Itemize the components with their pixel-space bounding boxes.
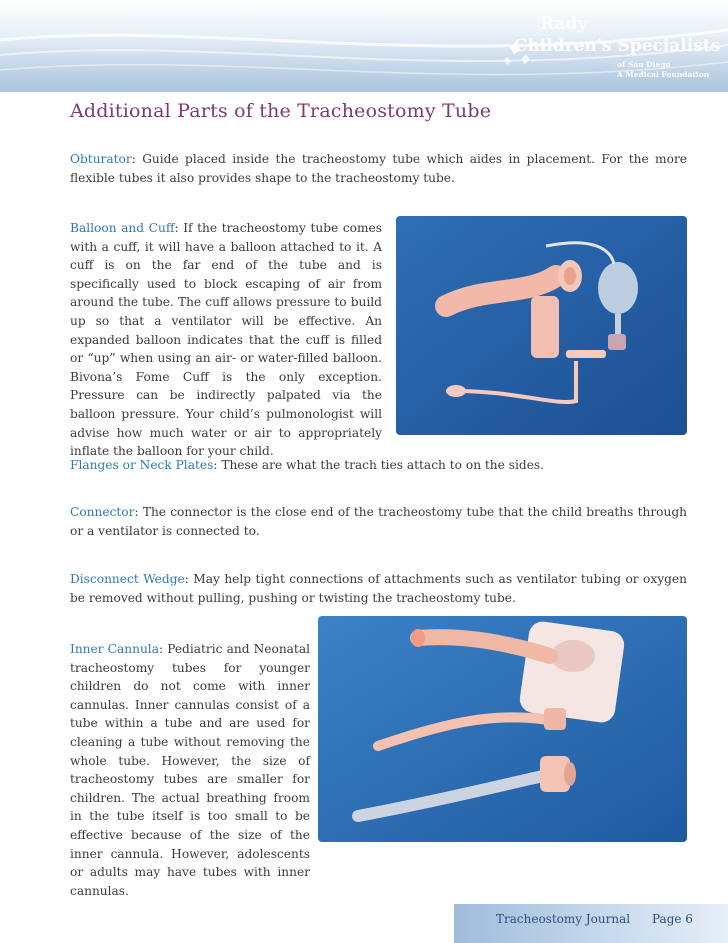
balloon-term: Balloon and Cuff	[70, 221, 175, 235]
logo-rady: Rady	[540, 14, 588, 34]
flanges-sep: :	[213, 458, 222, 472]
logo-childrens-specialists: Children's Specialists	[514, 36, 721, 56]
cannula-paragraph	[70, 640, 310, 900]
connector-sep: :	[134, 505, 143, 519]
rady-childrens-logo	[510, 14, 721, 84]
cannula-term: Inner Cannula	[70, 642, 159, 656]
obturator-text: Guide placed inside the tracheostomy tube which aides in placement. For the more flexible tubes it also provides shape to the tracheostomy tube.	[70, 152, 687, 185]
header-banner	[0, 0, 728, 92]
cannula-text: Pediatric and Neonatal tracheostomy tubes for younger children do not come with inner cannulas. Inner cannulas consist of a tube within a tube and are used for cleaning a tube without removing the whole tube. However, the size of tracheostomy tubes are smaller for children. The actual breathing froom in the tube itself is too small to be effective because of the size of the inner cannula. However, adolescents or adults may have tubes with inner cannulas.	[70, 642, 310, 898]
obturator-sep: :	[131, 152, 143, 166]
wedge-text: May help tight connections of attachments such as ventilator tubing or oxygen be removed without pulling, pushing or twisting the tracheostomy tube.	[70, 572, 687, 605]
obturator-paragraph	[70, 150, 687, 187]
footer-page-number: Page 6	[652, 912, 693, 926]
cannula-sep: :	[158, 642, 168, 656]
footer-journal-title: Tracheostomy Journal	[496, 912, 631, 926]
connector-term: Connector	[70, 505, 135, 519]
inner-cannula-photo	[318, 616, 687, 842]
balloon-sep: :	[174, 221, 184, 235]
connector-paragraph	[70, 503, 687, 540]
flanges-paragraph	[70, 456, 687, 475]
logo-medical-foundation: A Medical Foundation	[617, 70, 710, 79]
balloon-paragraph	[70, 219, 382, 461]
wedge-sep: :	[184, 572, 194, 586]
cuffed-trach-tube-photo	[396, 216, 687, 435]
wedge-term: Disconnect Wedge	[70, 572, 185, 586]
flanges-text: These are what the trach ties attach to on the sides.	[221, 458, 545, 472]
flanges-term: Flanges or Neck Plates	[70, 458, 214, 472]
obturator-term: Obturator	[70, 152, 132, 166]
page-title: Additional Parts of the Tracheostomy Tube	[70, 100, 492, 122]
logo-of-san-diego: of San Diego	[617, 60, 671, 69]
connector-text: The connector is the close end of the tracheostomy tube that the child breaths through or a ventilator is connected to.	[70, 505, 687, 538]
wedge-paragraph	[70, 570, 687, 607]
balloon-text: If the tracheostomy tube comes with a cuff, it will have a balloon attached to it. A cuff is on the far end of the tube and is specifically used to block escaping of air from around the tube. The cuff allows pressure to build up so that a ventilator will be effective. An expanded balloon indicates that the cuff is filled or “up” when using an air- or water-filled balloon. Bivona’s Fome Cuff is the only exception. Pressure can be indirectly palpated via the balloon pressure. Your child’s pulmonologist will advise how much water or air to appropriately inflate the balloon for your child.	[70, 221, 383, 459]
